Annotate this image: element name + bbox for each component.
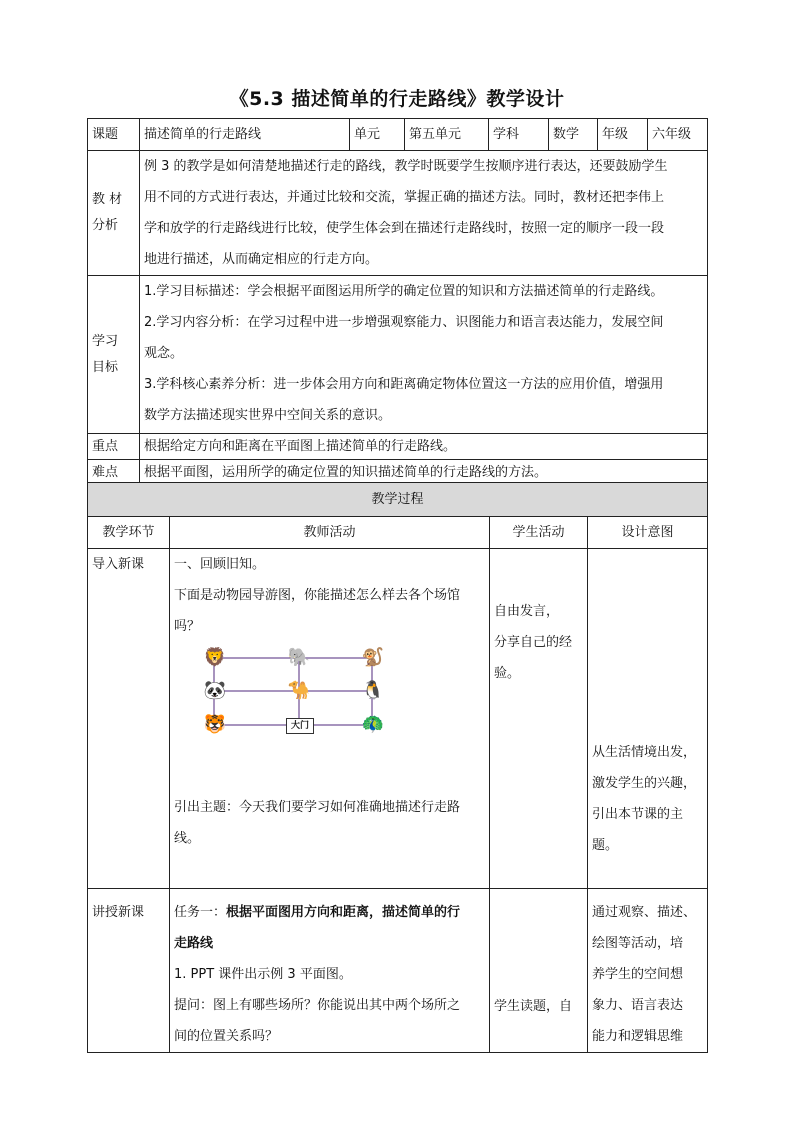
gate-label: 大门 [286,718,314,734]
student-line: 验。 [494,666,521,681]
student-line: 自由发言， [494,604,560,619]
subject-label: 学科 [489,119,549,151]
intent-line: 绘图等活动，培 [592,936,684,951]
teacher-line: 一、回顾旧知。 [174,557,266,572]
goal-line: 数学方法描述现实世界中空间关系的意识。 [144,408,392,423]
task-prefix: 任务一： [174,905,227,920]
stage-new-lesson: 讲授新课 [88,889,170,1053]
grade-value: 六年级 [648,119,708,151]
unit-value: 第五单元 [405,119,489,151]
teacher-activity-intro [170,549,490,889]
student-activity-new [490,889,588,1053]
column-header: 设计意图 [588,517,708,549]
analysis-label-line: 分析 [92,218,119,233]
intent-line: 从生活情境出发， [592,745,697,760]
difficult-point-label: 难点 [88,460,140,486]
task-title: 根据平面图用方向和距离，描述简单的行 [226,905,461,920]
elephant-icon: 🐘 [287,647,311,668]
goals-content [140,276,708,434]
teacher-line: 提问：图上有哪些场所？你能说出其中两个场所之 [174,998,461,1013]
column-header: 教学环节 [88,517,170,549]
analysis-content [140,151,708,276]
unit-label: 单元 [350,119,405,151]
teacher-line: 引出主题：今天我们要学习如何准确地描述行走路 [174,800,461,815]
goals-label-line: 目标 [92,359,119,375]
key-point-value: 根据给定方向和距离在平面图上描述简单的行走路线。 [140,434,708,460]
document-title: 《5.3 描述简单的行走路线》教学设计 [229,88,565,110]
teacher-line: 吗？ [174,619,201,634]
lesson-info-table [87,118,708,486]
analysis-line: 用不同的方式进行表达，并通过比较和交流，掌握正确的描述方法。同时，教材还把李伟上 [144,190,665,205]
zoo-map [186,648,396,748]
goals-label-line: 学习 [92,333,119,349]
peacock-icon: 🦚 [361,714,385,735]
panda-icon: 🐼 [203,680,227,701]
teacher-line: 线。 [174,831,201,846]
analysis-line: 学和放学的行走路线进行比较，使学生体会到在描述行走路线时，按照一定的顺序一段一段 [144,221,665,236]
camel-icon: 🐪 [287,680,311,701]
intent-line: 题。 [592,838,619,853]
analysis-line: 地进行描述，从而确定相应的行走方向。 [144,252,379,267]
intent-line: 引出本节课的主 [592,807,684,822]
intent-intro [588,549,708,889]
task-title-cont: 走路线 [174,936,214,951]
analysis-label [88,151,140,276]
penguin-icon: 🐧 [361,680,385,701]
teacher-line: 1. PPT 课件出示例 3 平面图。 [174,967,352,982]
goal-line: 3.学科核心素养分析：进一步体会用方向和距离确定物体位置这一方法的应用价值，增强用 [144,377,664,392]
intent-line: 通过观察、描述、 [592,905,697,920]
difficult-point-value: 根据平面图，运用所学的确定位置的知识描述简单的行走路线的方法。 [140,460,708,486]
teaching-process-table [87,482,708,1053]
goal-line: 观念。 [144,346,184,361]
key-point-label: 重点 [88,434,140,460]
goals-label [88,276,140,434]
stage-intro: 导入新课 [88,549,170,889]
intent-line: 象力、语言表达 [592,998,684,1013]
task-line [174,897,485,928]
teacher-activity-new [170,889,490,1053]
teacher-line: 间的位置关系吗？ [174,1029,279,1044]
lion-icon: 🦁 [203,647,227,668]
grade-label: 年级 [598,119,648,151]
monkey-icon: 🐒 [361,647,385,668]
column-header: 教师活动 [170,517,490,549]
process-header: 教学过程 [88,483,708,517]
intent-new [588,889,708,1053]
analysis-line: 例 3 的教学是如何清楚地描述行走的路线，教学时既要学生按顺序进行表达，还要鼓励学生 [144,159,668,174]
course-label: 课题 [88,119,140,151]
tiger-icon: 🐯 [203,714,227,735]
column-header: 学生活动 [490,517,588,549]
intent-line: 激发学生的兴趣， [592,776,697,791]
teacher-line: 下面是动物园导游图，你能描述怎么样去各个场馆 [174,588,461,603]
goal-line: 1.学习目标描述：学会根据平面图运用所学的确定位置的知识和方法描述简单的行走路线。 [144,284,664,299]
student-line: 学生读题，自 [494,999,573,1014]
subject-value: 数学 [549,119,598,151]
intent-line: 养学生的空间想 [592,967,684,982]
analysis-label-line: 教 材 [92,192,123,207]
student-activity-intro [490,549,588,889]
course-value: 描述简单的行走路线 [140,119,350,151]
student-line: 分享自己的经 [494,635,573,650]
intent-line: 能力和逻辑思维 [592,1029,684,1044]
goal-line: 2.学习内容分析：在学习过程中进一步增强观察能力、识图能力和语言表达能力，发展空间 [144,315,664,330]
